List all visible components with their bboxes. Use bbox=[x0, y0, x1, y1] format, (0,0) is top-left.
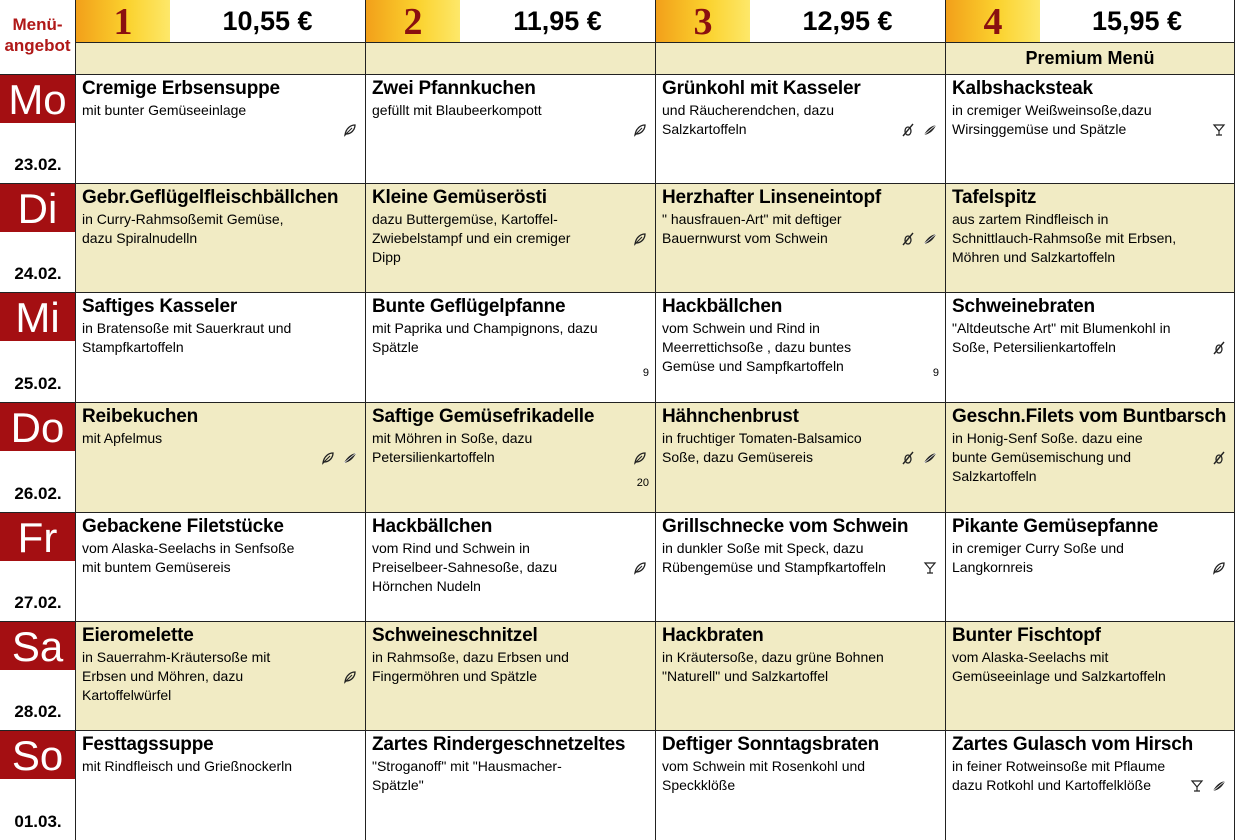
leaf-icon bbox=[633, 561, 647, 575]
day-row bbox=[0, 730, 1235, 840]
day-label bbox=[0, 513, 76, 621]
dish-icons bbox=[1204, 121, 1226, 137]
dish-description: vom Schwein mit Rosenkohl und Speckklöße bbox=[662, 758, 866, 793]
dish-cell bbox=[76, 622, 366, 730]
dish-icons bbox=[625, 449, 647, 465]
dish-title: Cremige Erbsensuppe bbox=[82, 78, 280, 99]
dish-title: Schweineschnitzel bbox=[372, 625, 538, 646]
day-row bbox=[0, 183, 1235, 292]
day-row bbox=[0, 292, 1235, 402]
day-label bbox=[0, 731, 76, 840]
dish-note: 9 bbox=[642, 367, 649, 379]
dish-description: in Rahmsoße, dazu Erbsen und Fingermöhren und Spätzle bbox=[372, 649, 569, 684]
bird-icon bbox=[343, 451, 357, 465]
dish-description: mit Möhren in Soße, dazu Petersilienkartoffeln bbox=[372, 430, 533, 465]
day-abbreviation: Di bbox=[0, 184, 75, 232]
dish-icons bbox=[1204, 449, 1226, 465]
day-label bbox=[0, 622, 76, 730]
menu-header-1 bbox=[76, 0, 366, 43]
menu-price: 12,95 € bbox=[802, 6, 893, 36]
day-label bbox=[0, 403, 76, 512]
dish-description: " hausfrauen-Art" mit deftiger Bauernwurst vom Schwein bbox=[662, 211, 842, 246]
dish-cell bbox=[366, 293, 656, 402]
day-label bbox=[0, 184, 76, 292]
dish-cell bbox=[946, 622, 1235, 730]
dish-cell bbox=[76, 293, 366, 402]
day-abbreviation: Sa bbox=[0, 622, 75, 670]
day-abbreviation: So bbox=[0, 731, 75, 779]
glass-icon bbox=[1212, 123, 1226, 137]
dish-title: Geschn.Filets vom Buntbarsch bbox=[952, 406, 1227, 427]
pig-icon bbox=[901, 451, 915, 465]
dish-description: mit bunter Gemüseeinlage bbox=[82, 102, 247, 118]
dish-cell bbox=[366, 403, 656, 512]
day-date: 23.02. bbox=[14, 155, 62, 174]
dish-description: mit Apfelmus bbox=[82, 430, 163, 446]
day-abbreviation: Mo bbox=[0, 75, 75, 123]
dish-description: in Bratensoße mit Sauerkraut und Stampfkartoffeln bbox=[82, 320, 292, 355]
dish-title: Tafelspitz bbox=[952, 187, 1037, 208]
day-row bbox=[0, 621, 1235, 730]
day-date: 01.03. bbox=[14, 812, 62, 831]
menu-number: 2 bbox=[366, 0, 460, 42]
dish-description: mit Rindfleisch und Grießnockerln bbox=[82, 758, 293, 774]
dish-description: in Curry-Rahmsoßemit Gemüse, dazu Spiralnudelln bbox=[82, 211, 284, 246]
day-row bbox=[0, 74, 1235, 183]
dish-icons bbox=[625, 559, 647, 575]
menu-number: 3 bbox=[656, 0, 750, 42]
menu-header-4 bbox=[946, 0, 1235, 43]
day-date: 25.02. bbox=[14, 374, 62, 393]
pig-icon bbox=[1212, 451, 1226, 465]
dish-cell bbox=[656, 622, 946, 730]
dish-title: Kalbshacksteak bbox=[952, 78, 1093, 99]
bird-icon bbox=[923, 232, 937, 246]
dish-description: vom Rind und Schwein in Preiselbeer-Sahnesoße, dazu Hörnchen Nudeln bbox=[372, 540, 558, 594]
dish-icons bbox=[335, 121, 357, 137]
dish-cell bbox=[76, 403, 366, 512]
dish-description: in cremiger Weißweinsoße,dazu Wirsinggemüse und Spätzle bbox=[952, 102, 1152, 137]
dish-title: Eieromelette bbox=[82, 625, 194, 646]
dish-description: vom Alaska-Seelachs in Senfsoße mit buntem Gemüsereis bbox=[82, 540, 295, 575]
dish-title: Grillschnecke vom Schwein bbox=[662, 516, 909, 537]
dish-title: Hackbällchen bbox=[662, 296, 783, 317]
menu-header-3 bbox=[656, 0, 946, 43]
bird-icon bbox=[923, 123, 937, 137]
dish-title: Zartes Gulasch vom Hirsch bbox=[952, 734, 1194, 755]
dish-cell bbox=[656, 731, 946, 840]
leaf-icon bbox=[343, 670, 357, 684]
menu-price: 15,95 € bbox=[1091, 6, 1183, 36]
leaf-icon bbox=[633, 232, 647, 246]
dish-title: Hackbraten bbox=[662, 625, 764, 646]
dish-title: Zartes Rindergeschnetzeltes bbox=[372, 734, 626, 755]
day-label bbox=[0, 75, 76, 183]
dish-title: Pikante Gemüsepfanne bbox=[952, 516, 1159, 537]
dish-cell bbox=[76, 731, 366, 840]
day-abbreviation: Do bbox=[0, 403, 75, 451]
dish-cell bbox=[366, 75, 656, 183]
dish-description: in Kräutersoße, dazu grüne Bohnen "Naturell" und Salzkartoffel bbox=[662, 649, 884, 684]
day-label bbox=[0, 293, 76, 402]
bird-icon bbox=[1212, 779, 1226, 793]
dish-description: aus zartem Rindfleisch in Schnittlauch-Rahmsoße mit Erbsen, Möhren und Salzkartoffeln bbox=[952, 211, 1177, 265]
leaf-icon bbox=[321, 451, 335, 465]
menu-subtitle-2 bbox=[366, 43, 656, 74]
menu-subtitle-4: Premium Menü bbox=[946, 43, 1235, 74]
day-row bbox=[0, 512, 1235, 621]
dish-cell bbox=[656, 403, 946, 512]
dish-description: und Räucherendchen, dazu Salzkartoffeln bbox=[662, 102, 835, 137]
dish-cell bbox=[76, 184, 366, 292]
dish-title: Hackbällchen bbox=[372, 516, 493, 537]
dish-title: Reibekuchen bbox=[82, 406, 199, 427]
glass-icon bbox=[923, 561, 937, 575]
dish-icons bbox=[893, 449, 937, 465]
leaf-icon bbox=[1212, 561, 1226, 575]
dish-icons bbox=[893, 121, 937, 137]
dish-cell bbox=[946, 293, 1235, 402]
dish-cell bbox=[366, 622, 656, 730]
dish-note: 9 bbox=[932, 367, 939, 379]
dish-description: in feiner Rotweinsoße mit Pflaume dazu Rotkohl und Kartoffelklöße bbox=[952, 758, 1166, 793]
day-row bbox=[0, 402, 1235, 512]
dish-description: in dunkler Soße mit Speck, dazu Rübengemüse und Stampfkartoffeln bbox=[662, 540, 886, 575]
menu-offer-label bbox=[0, 0, 76, 74]
dish-description: in Sauerrahm-Kräutersoße mit Erbsen und Möhren, dazu Kartoffelwürfel bbox=[82, 649, 271, 703]
dish-cell bbox=[76, 75, 366, 183]
dish-cell bbox=[656, 293, 946, 402]
dish-icons bbox=[335, 668, 357, 684]
menu-subtitle-1 bbox=[76, 43, 366, 74]
bird-icon bbox=[923, 451, 937, 465]
dish-icons bbox=[1204, 339, 1226, 355]
dish-icons bbox=[1204, 559, 1226, 575]
dish-title: Saftiges Kasseler bbox=[82, 296, 238, 317]
dish-description: dazu Buttergemüse, Kartoffel-Zwiebelstampf und ein cremiger Dipp bbox=[372, 211, 571, 265]
menu-number: 1 bbox=[76, 0, 170, 42]
dish-cell bbox=[946, 403, 1235, 512]
dish-cell bbox=[946, 75, 1235, 183]
pig-icon bbox=[901, 123, 915, 137]
menu-header-2 bbox=[366, 0, 656, 43]
menu-price: 11,95 € bbox=[513, 6, 602, 36]
dish-cell bbox=[946, 731, 1235, 840]
dish-title: Festtagssuppe bbox=[82, 734, 214, 755]
dish-description: vom Schwein und Rind in Meerrettichsoße , dazu buntes Gemüse und Sampfkartoffeln bbox=[662, 320, 852, 374]
dish-cell bbox=[366, 184, 656, 292]
dish-title: Bunte Geflügelpfanne bbox=[372, 296, 566, 317]
dish-cell bbox=[946, 184, 1235, 292]
dish-icons bbox=[625, 121, 647, 137]
dish-cell bbox=[76, 513, 366, 621]
leaf-icon bbox=[633, 451, 647, 465]
dish-icons bbox=[313, 449, 357, 465]
pig-icon bbox=[901, 232, 915, 246]
dish-title: Bunter Fischtopf bbox=[952, 625, 1101, 646]
dish-description: in cremiger Curry Soße und Langkornreis bbox=[952, 540, 1124, 575]
leaf-icon bbox=[343, 123, 357, 137]
dish-title: Saftige Gemüsefrikadelle bbox=[372, 406, 595, 427]
dish-description: in fruchtiger Tomaten-Balsamico Soße, dazu Gemüsereis bbox=[662, 430, 862, 465]
dish-cell bbox=[656, 513, 946, 621]
menu-number: 4 bbox=[946, 0, 1040, 42]
dish-description: "Stroganoff" mit "Hausmacher-Spätzle" bbox=[372, 758, 562, 793]
day-abbreviation: Mi bbox=[0, 293, 75, 341]
dish-title: Gebackene Filetstücke bbox=[82, 516, 284, 537]
dish-cell bbox=[366, 731, 656, 840]
dish-note: 20 bbox=[636, 477, 649, 489]
dish-title: Herzhafter Linseneintopf bbox=[662, 187, 881, 208]
dish-cell bbox=[656, 184, 946, 292]
glass-icon bbox=[1190, 779, 1204, 793]
dish-description: mit Paprika und Champignons, dazu Spätzle bbox=[372, 320, 598, 355]
dish-title: Zwei Pfannkuchen bbox=[372, 78, 536, 99]
day-date: 28.02. bbox=[14, 702, 62, 721]
dish-icons bbox=[893, 230, 937, 246]
dish-title: Deftiger Sonntagsbraten bbox=[662, 734, 880, 755]
dish-description: vom Alaska-Seelachs mit Gemüseeinlage und Salzkartoffeln bbox=[952, 649, 1166, 684]
day-date: 26.02. bbox=[14, 484, 62, 503]
leaf-icon bbox=[633, 123, 647, 137]
dish-cell bbox=[656, 75, 946, 183]
day-abbreviation: Fr bbox=[0, 513, 75, 561]
dish-icons bbox=[625, 230, 647, 246]
dish-description: in Honig-Senf Soße. dazu eine bunte Gemüsemischung und Salzkartoffeln bbox=[952, 430, 1143, 484]
menu-price: 10,55 € bbox=[222, 6, 313, 36]
dish-cell bbox=[946, 513, 1235, 621]
dish-icons bbox=[1182, 777, 1226, 793]
dish-title: Gebr.Geflügelfleischbällchen bbox=[82, 187, 339, 208]
dish-title: Schweinebraten bbox=[952, 296, 1095, 317]
menu-subtitle-3 bbox=[656, 43, 946, 74]
dish-title: Kleine Gemüserösti bbox=[372, 187, 547, 208]
dish-title: Grünkohl mit Kasseler bbox=[662, 78, 861, 99]
pig-icon bbox=[1212, 341, 1226, 355]
day-date: 27.02. bbox=[14, 593, 62, 612]
dish-title: Hähnchenbrust bbox=[662, 406, 799, 427]
dish-description: "Altdeutsche Art" mit Blumenkohl in Soße, Petersilienkartoffeln bbox=[952, 320, 1171, 355]
menu-offer-label-line1: Menü- bbox=[12, 15, 63, 34]
dish-description: gefüllt mit Blaubeerkompott bbox=[372, 102, 542, 118]
menu-offer-label-line2: angebot bbox=[4, 36, 71, 55]
day-date: 24.02. bbox=[14, 264, 62, 283]
dish-icons bbox=[915, 559, 937, 575]
dish-cell bbox=[366, 513, 656, 621]
